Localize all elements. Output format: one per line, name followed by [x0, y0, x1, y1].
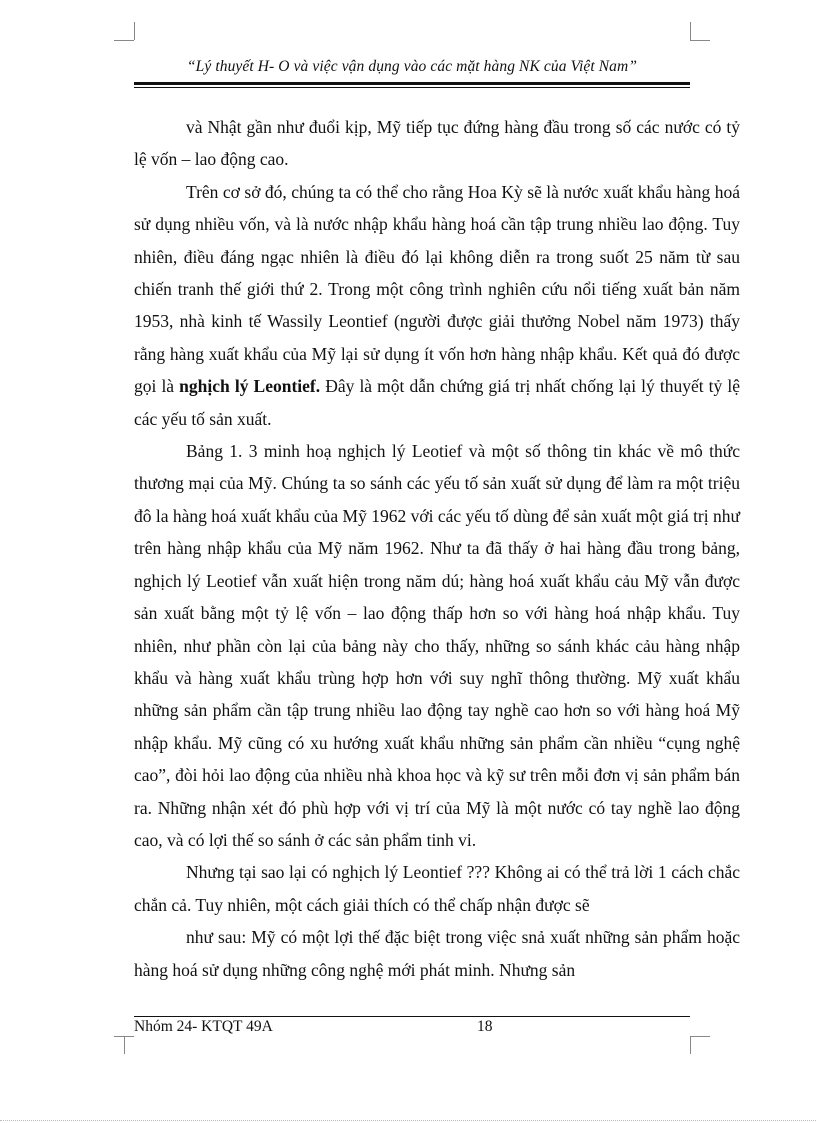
header-rule-thick [134, 82, 690, 85]
paragraph-1: và Nhật gần như đuổi kịp, Mỹ tiếp tục đứng hàng đầu trong số các nước có tỷ lệ vốn – lao động cao. [134, 117, 740, 170]
footer-rule [134, 1016, 690, 1017]
crop-mark-top-right [690, 22, 701, 40]
paragraph-5: như sau: Mỹ có một lợi thế đặc biệt trong việc snả xuất những sản phẩm hoặc hàng hoá sử dụng những công nghệ mới phát minh. Nhưng sản [134, 927, 740, 980]
crop-mark-top-left-horizontal [114, 40, 134, 41]
page-number: 18 [477, 1018, 493, 1035]
crop-mark-top-left [124, 22, 135, 40]
page-edge [0, 1120, 816, 1121]
paragraph-4: Nhưng tại sao lại có nghịch lý Leontief ??? Không ai có thể trả lời 1 cách chắc chắn cả. Tuy nhiên, một cách giải thích có thể chấp nhận được sẽ [134, 862, 740, 915]
crop-mark-bottom-left-horizontal [114, 1036, 134, 1037]
header-rule-thin [134, 87, 690, 88]
running-header: “Lý thuyết H- O và việc vận dụng vào các mặt hàng NK của Việt Nam” [186, 58, 638, 75]
crop-mark-bottom-right-horizontal [690, 1036, 710, 1037]
body-text [134, 111, 740, 986]
crop-mark-bottom-right [690, 1036, 691, 1054]
paragraph-2-text: Trên cơ sở đó, chúng ta có thể cho rằng Hoa Kỳ sẽ là nước xuất khẩu hàng hoá sử dụng nhiều vốn, và là nước nhập khẩu hàng hoá cần tập trung nhiều lao động. Tuy nhiên, điều đáng ngạc nhiên là điều đó lại không diễn ra trong suốt 25 năm từ sau chiến tranh thế giới thứ 2. Trong một công trình nghiên cứu nổi tiếng xuất bản năm 1953, nhà kinh tế Wassily Leontief (người được giải thưởng Nobel năm 1973) thấy rằng hàng xuất khẩu của Mỹ lại sử dụng ít vốn hơn hàng nhập khẩu. Kết quả đó được gọi là [134, 181, 740, 397]
paragraph-2-tail: Đây là một dẫn chứng giá trị nhất chống lại lý thuyết tỷ lệ các yếu tố sản xuất. [134, 376, 740, 429]
paragraph-3: Bảng 1. 3 minh hoạ nghịch lý Leotief và một số thông tin khác về mô thức thương mại của Mỹ. Chúng ta so sánh các yếu tố sản xuất sử dụng để làm ra một triệu đô la hàng hoá xuất khẩu của Mỹ 1962 với các yếu tố dùng để sản xuất một giá trị như trên hàng nhập khẩu của Mỹ năm 1962. Như ta đã thấy ở hai hàng đầu trong bảng, nghịch lý Leotief vẫn xuất hiện trong năm dú; hàng hoá xuất khẩu cảu Mỹ vẫn được sản xuất bằng một tỷ lệ vốn – lao động thấp hơn so với hàng hoá nhập khẩu. Tuy nhiên, như phần còn lại của bảng này cho thấy, những so sánh khác cảu hàng nhập khẩu và hàng xuất khẩu trùng hợp hơn với suy nghĩ thông thường. Mỹ xuất khẩu những sản phẩm cần tập trung nhiều lao động tay nghề cao hơn so với hàng hoá Mỹ nhập khẩu. Mỹ cũng có xu hướng xuất khẩu những sản phẩm cần nhiều “cụng nghệ cao”, đòi hỏi lao động của nhiều nhà khoa học và kỹ sư trên mỗi đơn vị sản phẩm bán ra. Những nhận xét đó phù hợp với vị trí của Mỹ là một nước có tay nghề lao động cao, và có lợi thế so sánh ở các sản phẩm tinh vi. [134, 441, 740, 850]
crop-mark-bottom-left [124, 1036, 125, 1054]
footer-group: Nhóm 24- KTQT 49A [134, 1018, 273, 1035]
paradox-term: nghịch lý Leontief. [179, 376, 321, 397]
paragraph-2 [134, 176, 740, 435]
crop-mark-top-right-horizontal [690, 40, 710, 41]
